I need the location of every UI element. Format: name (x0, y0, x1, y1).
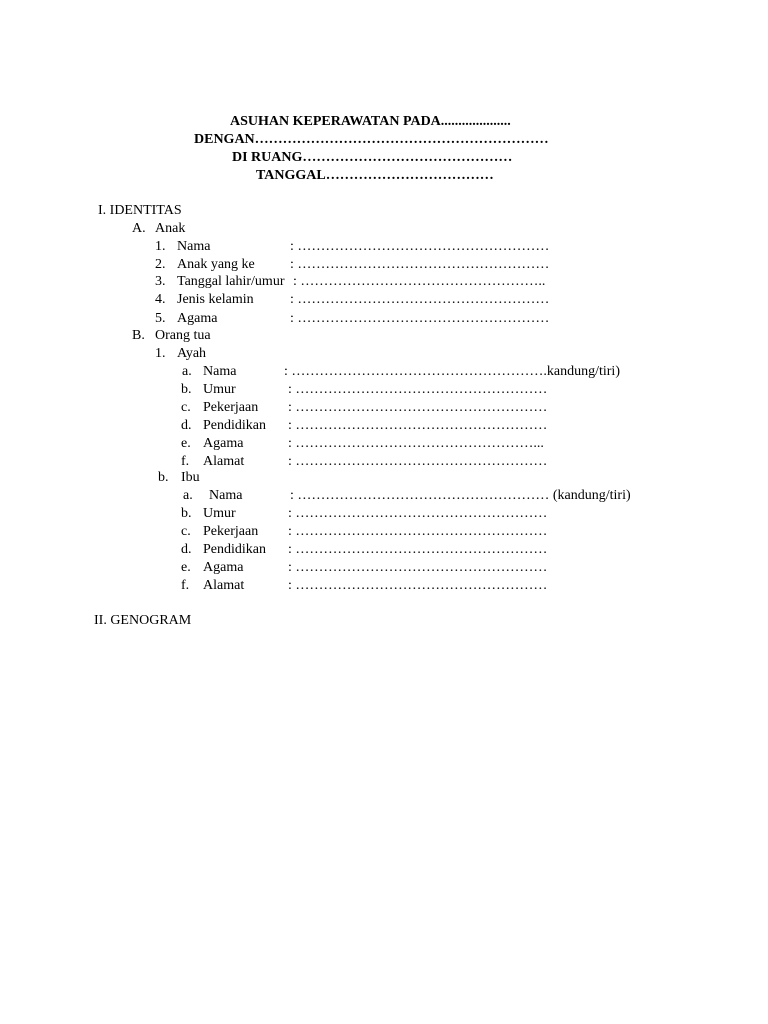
subsection-orangtua-title: Orang tua (155, 328, 211, 343)
doc-title-line3: DI RUANG……………………………………… (232, 150, 513, 165)
ibu-item-value[interactable]: : ……………………………………………… (kandung/tiri) (290, 488, 631, 503)
doc-title-line1: ASUHAN KEPERAWATAN PADA.................... (230, 114, 511, 129)
ibu-item-num: b. (181, 506, 192, 521)
anak-item-num: 4. (155, 292, 166, 307)
ayah-item-label: Umur (203, 382, 236, 397)
anak-item-label: Jenis kelamin (177, 292, 254, 307)
ibu-item-value[interactable]: : ……………………………………………… (288, 560, 548, 575)
ibu-item-value[interactable]: : ……………………………………………… (288, 506, 548, 521)
anak-item-label: Tanggal lahir/umur (177, 274, 285, 289)
ibu-item-num: c. (181, 524, 191, 539)
ayah-title: Ayah (177, 346, 207, 361)
ayah-item-label: Pendidikan (203, 418, 266, 433)
ibu-item-num: f. (181, 578, 190, 593)
anak-item-label: Nama (177, 239, 211, 254)
ibu-item-label: Pekerjaan (203, 524, 259, 539)
section-identitas-heading: I. IDENTITAS (98, 203, 182, 218)
ayah-item-num: e. (181, 436, 191, 451)
ayah-item-num: d. (181, 418, 192, 433)
subsection-anak-label: A. (132, 221, 146, 236)
ayah-item-value[interactable]: : ……………………………………………….kandung/tiri) (284, 364, 620, 379)
ibu-item-num: e. (181, 560, 191, 575)
ayah-item-num: b. (181, 382, 192, 397)
section-genogram-heading: II. GENOGRAM (94, 613, 192, 628)
anak-item-label: Agama (177, 311, 218, 326)
ibu-item-num: d. (181, 542, 192, 557)
anak-item-num: 2. (155, 257, 166, 272)
anak-item-value[interactable]: : ……………………………………………… (290, 292, 550, 307)
subsection-orangtua-label: B. (132, 328, 145, 343)
anak-item-num: 3. (155, 274, 166, 289)
ibu-title: Ibu (181, 470, 200, 485)
ibu-item-value[interactable]: : ……………………………………………… (288, 524, 548, 539)
ibu-item-label: Umur (203, 506, 236, 521)
doc-title-line2: DENGAN……………………………………………………… (194, 132, 549, 147)
ayah-num: 1. (155, 346, 166, 361)
anak-item-value[interactable]: : …………………………………………….. (293, 274, 546, 289)
ibu-item-num: a. (183, 488, 193, 503)
ayah-item-value[interactable]: : ……………………………………………… (288, 382, 548, 397)
ayah-item-num: a. (182, 364, 192, 379)
ibu-item-value[interactable]: : ……………………………………………… (288, 578, 548, 593)
ayah-item-label: Alamat (203, 454, 245, 469)
anak-item-value[interactable]: : ……………………………………………… (290, 311, 550, 326)
ayah-item-num: c. (181, 400, 191, 415)
ayah-item-label: Pekerjaan (203, 400, 259, 415)
ibu-item-label: Alamat (203, 578, 245, 593)
ayah-item-label: Nama (203, 364, 237, 379)
ibu-num: b. (158, 470, 169, 485)
anak-item-num: 1. (155, 239, 166, 254)
ayah-item-value[interactable]: : ……………………………………………… (288, 400, 548, 415)
ibu-item-label: Agama (203, 560, 244, 575)
ibu-item-label: Pendidikan (203, 542, 266, 557)
ayah-item-value[interactable]: : ……………………………………………… (288, 454, 548, 469)
ayah-item-value[interactable]: : ……………………………………………… (288, 418, 548, 433)
anak-item-value[interactable]: : ……………………………………………… (290, 257, 550, 272)
subsection-anak-title: Anak (155, 221, 186, 236)
ibu-item-value[interactable]: : ……………………………………………… (288, 542, 548, 557)
ibu-item-label: Nama (209, 488, 243, 503)
anak-item-value[interactable]: : ……………………………………………… (290, 239, 550, 254)
ayah-item-label: Agama (203, 436, 244, 451)
anak-item-num: 5. (155, 311, 166, 326)
ayah-item-num: f. (181, 454, 190, 469)
ayah-item-value[interactable]: : ……………………………………………... (288, 436, 544, 451)
anak-item-label: Anak yang ke (177, 257, 255, 272)
doc-title-line4: TANGGAL……………………………… (256, 168, 494, 183)
